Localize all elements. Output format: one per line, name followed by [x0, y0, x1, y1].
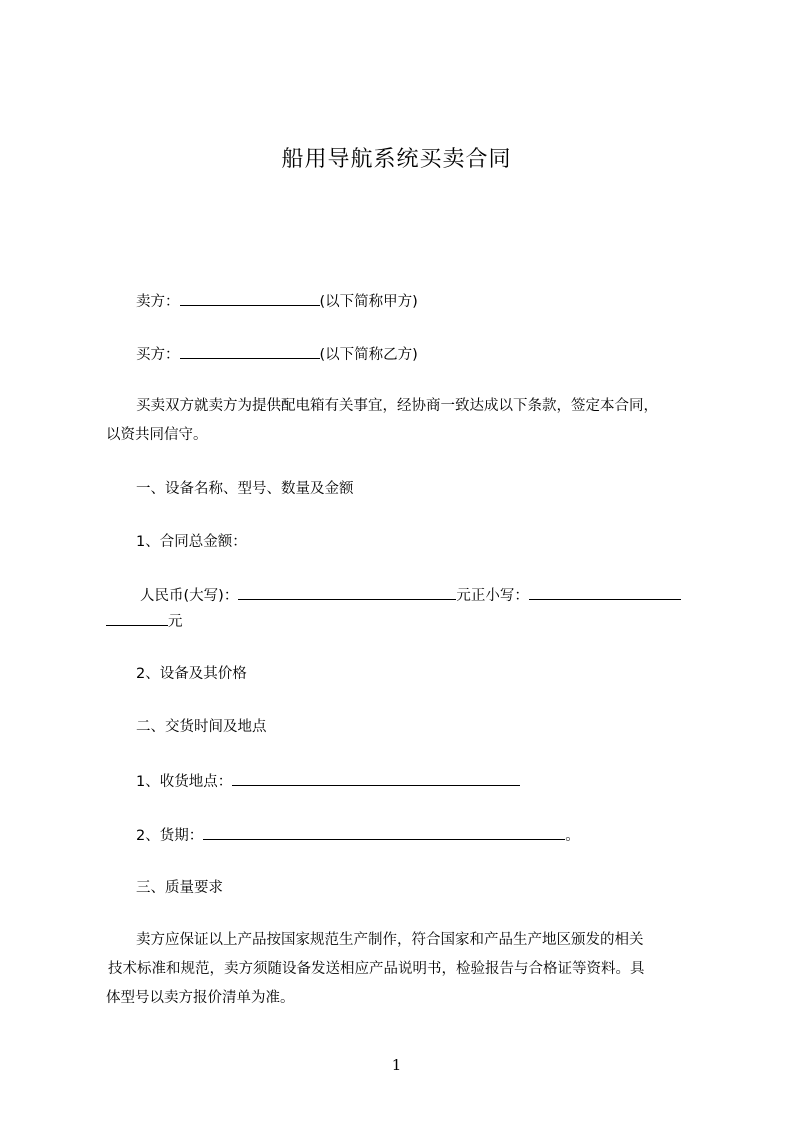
buyer-line: [136, 344, 418, 365]
rmb-label: 人民币(大写)：: [140, 588, 239, 604]
rmb-mid: 元正小写：: [456, 588, 529, 604]
delivery-time-label: 2、货期：: [136, 828, 204, 844]
section-3-heading: 三、质量要求: [136, 880, 223, 896]
item-1-1: 1、合同总金额：: [136, 534, 247, 550]
quality-line-1: 卖方应保证以上产品按国家规范生产制作，符合国家和产品生产地区颁发的相关: [136, 932, 644, 948]
seller-blank: [180, 291, 320, 306]
section-2-heading: 二、交货时间及地点: [136, 719, 267, 735]
delivery-place-blank: [232, 771, 520, 786]
page-number: 1: [391, 1056, 402, 1074]
buyer-suffix: (以下简称乙方): [319, 347, 418, 363]
delivery-time-end: 。: [565, 828, 580, 844]
rmb-lower-blank: [529, 585, 681, 600]
seller-label: 卖方：: [136, 294, 180, 310]
quality-line-2: 技术标准和规范，卖方须随设备发送相应产品说明书，检验报告与合格证等资料。具: [108, 961, 645, 977]
quality-line-3: 体型号以卖方报价清单为准。: [106, 990, 295, 1006]
rmb-line-cont: [106, 611, 183, 632]
delivery-time-blank: [203, 825, 565, 840]
rmb-line: [140, 585, 681, 606]
rmb-lower-blank-cont: [106, 611, 168, 626]
item-2-2: [136, 825, 580, 846]
seller-suffix: (以下简称甲方): [319, 294, 418, 310]
section-1-heading: 一、设备名称、型号、数量及金额: [136, 481, 354, 497]
delivery-place-label: 1、收货地点：: [136, 774, 233, 790]
buyer-blank: [180, 344, 320, 359]
item-2-1: [136, 771, 520, 792]
quality-paragraph: [106, 926, 706, 1013]
seller-line: [136, 291, 418, 312]
intro-line-1: 买卖双方就卖方为提供配电箱有关事宜，经协商一致达成以下条款，签定本合同，: [136, 398, 658, 414]
document-title: 船用导航系统买卖合同: [281, 147, 512, 172]
buyer-label: 买方：: [136, 347, 180, 363]
item-1-2: 2、设备及其价格: [136, 666, 247, 682]
rmb-upper-blank: [238, 585, 456, 600]
intro-paragraph: [106, 392, 706, 450]
intro-line-2: 以资共同信守。: [106, 427, 208, 443]
rmb-end: 元: [168, 614, 183, 630]
